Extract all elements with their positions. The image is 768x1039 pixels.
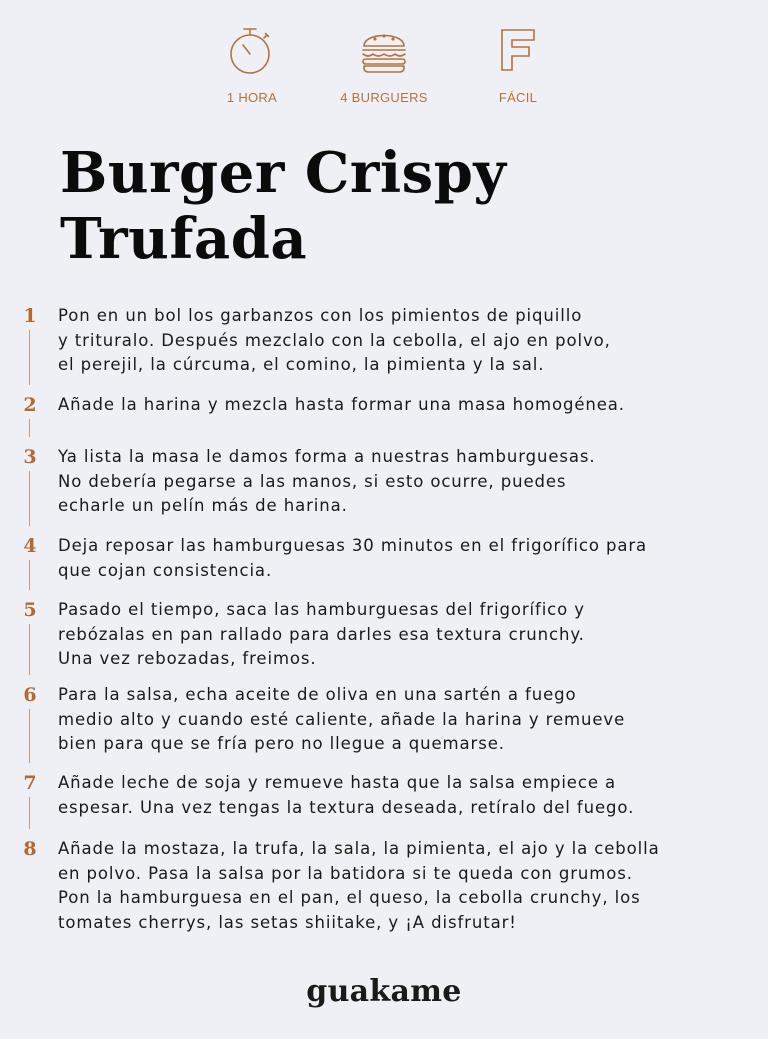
stopwatch-icon (226, 24, 278, 76)
difficulty-letter-icon (492, 24, 544, 76)
step-text-line: Pon en un bol los garbanzos con los pimientos de piquillo (58, 306, 583, 325)
step-text-line: bien para que se fría pero no llegue a quemarse. (58, 734, 505, 753)
step-number: 5 (23, 599, 37, 621)
step-text (58, 445, 758, 519)
step-number: 8 (23, 838, 37, 860)
step-text-line: Añade la harina y mezcla hasta formar una masa homogénea. (58, 395, 625, 414)
step-text-line: Pasado el tiempo, saca las hamburguesas del frigorífico y (58, 600, 585, 619)
step-text-line: Deja reposar las hamburguesas 30 minutos en el frigorífico para (58, 536, 648, 555)
title-line-1: Burger Crispy (60, 140, 507, 206)
step-number: 1 (23, 305, 37, 327)
step-text-line: el perejil, la cúrcuma, el comino, la pimienta y la sal. (58, 355, 545, 374)
step-text-line: espesar. Una vez tengas la textura deseada, retíralo del fuego. (58, 797, 635, 817)
meta-difficulty (443, 24, 593, 105)
step-text-line: Para la salsa, echa aceite de oliva en una sartén a fuego (58, 685, 577, 704)
step-text (58, 683, 758, 757)
step-text-line: Una vez rebozadas, freimos. (58, 649, 317, 668)
step-connector-line (29, 560, 30, 590)
step-text-line: en polvo. Pasa la salsa por la batidora si te queda con grumos. (58, 863, 633, 883)
step-text (58, 598, 758, 672)
brand-logo: guakame (306, 974, 462, 1009)
step-text-line: que cojan consistencia. (58, 560, 273, 580)
step-connector-line (29, 471, 30, 526)
step-text-line: medio alto y cuando esté caliente, añade la harina y remueve (58, 709, 626, 729)
step-text-line: tomates cherrys, las setas shiitake, y ¡A disfrutar! (58, 912, 517, 932)
step-connector-line (29, 797, 30, 829)
step-text (58, 393, 758, 418)
time-label: 1 HORA (226, 90, 278, 105)
step-text-line: Pon la hamburguesa en el pan, el queso, la cebolla crunchy, los (58, 888, 641, 907)
step-text-line: y trituralo. Después mezclalo con la cebolla, el ajo en polvo, (58, 330, 611, 350)
meta-servings (309, 24, 459, 105)
step-text-line: Añade leche de soja y remueve hasta que la salsa empiece a (58, 773, 617, 792)
difficulty-label: FÁCIL (498, 90, 538, 105)
step-text (58, 771, 758, 820)
step-connector-line (29, 709, 30, 763)
step-connector-line (29, 419, 30, 437)
servings-label: 4 BURGUERS (340, 90, 428, 105)
step-text-line: No debería pegarse a las manos, si esto ocurre, puedes (58, 471, 567, 491)
step-text-line: echarle un pelín más de harina. (58, 496, 348, 515)
step-number: 3 (23, 446, 37, 468)
burger-icon (358, 24, 410, 76)
recipe-meta (0, 24, 768, 114)
step-number: 7 (23, 772, 37, 794)
step-text-line: rebózalas en pan rallado para darles esa textura crunchy. (58, 624, 585, 644)
step-number: 2 (23, 394, 37, 416)
meta-time (177, 24, 327, 105)
title-line-2: Trufada (60, 206, 308, 272)
step-text (58, 304, 758, 378)
step-text (58, 837, 758, 935)
step-connector-line (29, 330, 30, 385)
step-number: 6 (23, 684, 37, 706)
recipe-title (60, 140, 506, 272)
step-number: 4 (23, 535, 37, 557)
step-text-line: Ya lista la masa le damos forma a nuestras hamburguesas. (58, 447, 596, 466)
step-connector-line (29, 624, 30, 675)
step-text-line: Añade la mostaza, la trufa, la sala, la pimienta, el ajo y la cebolla (58, 839, 660, 858)
step-text (58, 534, 758, 583)
